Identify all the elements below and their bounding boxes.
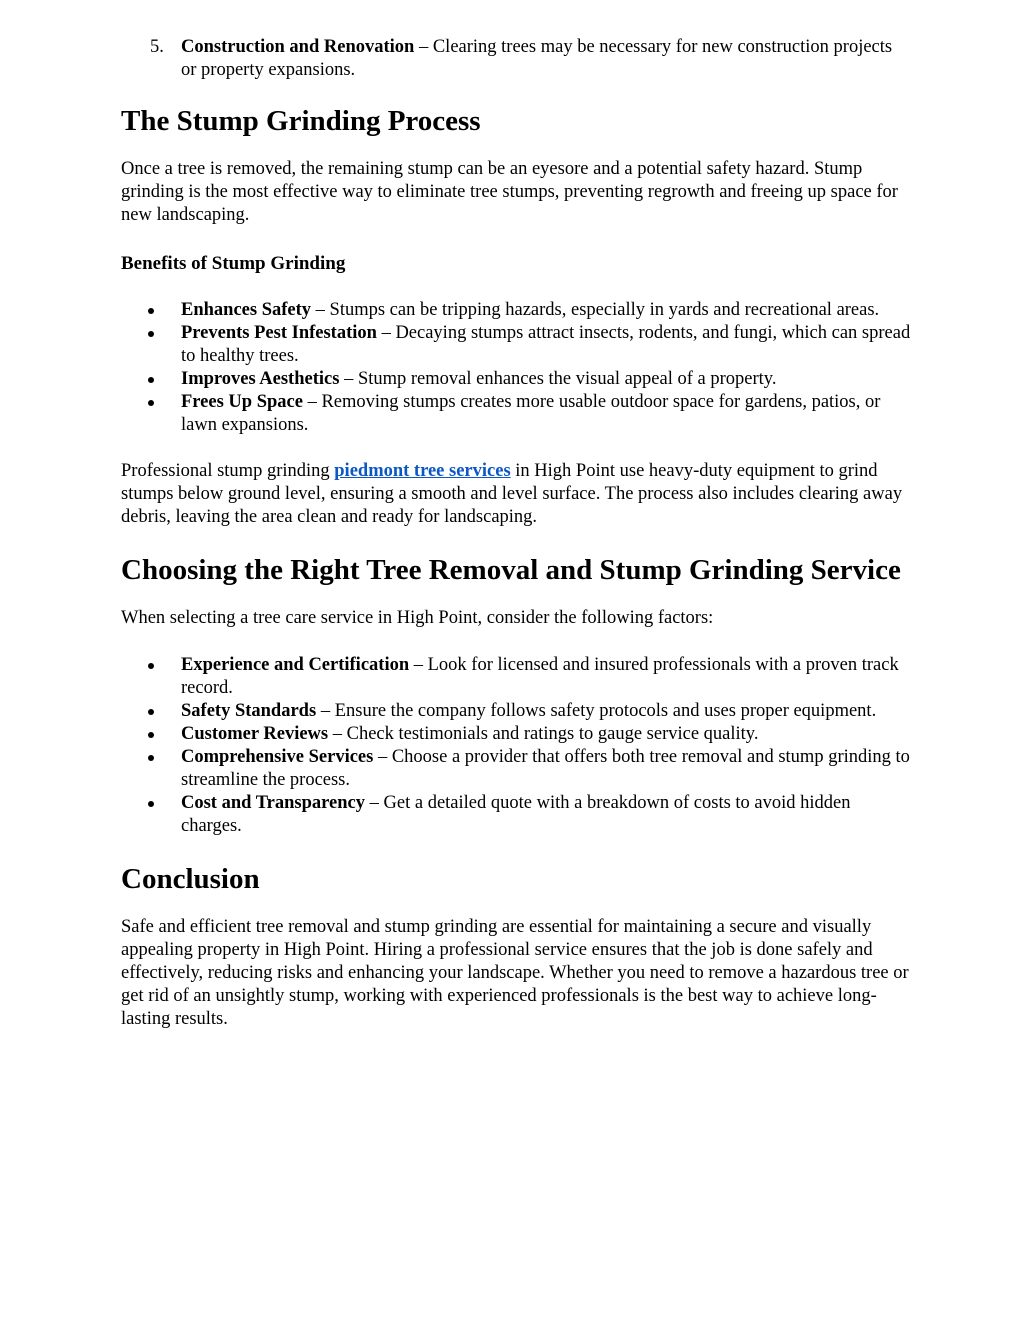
bullet-icon: [148, 331, 154, 337]
list-item-term: Prevents Pest Infestation: [181, 323, 377, 343]
bullet-icon: [148, 663, 154, 669]
list-item-term: Construction and Renovation: [181, 37, 415, 57]
bullet-icon: [148, 308, 154, 314]
piedmont-tree-services-link[interactable]: piedmont tree services: [334, 461, 511, 481]
bullet-icon: [148, 801, 154, 807]
list-item-text: – Clearing trees may be necessary for new construction projects or property expansions.: [181, 37, 893, 80]
bullet-icon: [148, 377, 154, 383]
list-item-term: Experience and Certification: [181, 655, 410, 675]
bullet-list: [121, 654, 911, 838]
list-item: [181, 654, 911, 700]
paragraph: Once a tree is removed, the remaining stump can be an eyesore and a potential safety hazard. Stump grinding is the most effective way to eliminate tree stumps, preventing regrowth and freeing up space for new landscaping.: [121, 159, 898, 225]
list-item-term: Enhances Safety: [181, 300, 312, 320]
paragraph-text: in High Point use heavy-duty equipment to grind stumps below ground level, ensuring a smooth and level surface. The process also includes clearing away debris, leaving the area clean and ready for landscaping.: [121, 461, 903, 527]
bullet-icon: [148, 755, 154, 761]
list-item-term: Safety Standards: [181, 701, 317, 721]
list-item: [181, 299, 911, 322]
numbered-list: [121, 36, 911, 82]
list-item-text: – Ensure the company follows safety protocols and uses proper equipment.: [316, 701, 877, 721]
list-item: [181, 792, 911, 838]
list-number: 5.: [150, 37, 164, 57]
list-item-text: – Stumps can be tripping hazards, especially in yards and recreational areas.: [311, 300, 880, 320]
list-item-text: – Check testimonials and ratings to gauge service quality.: [328, 724, 759, 744]
list-item: [181, 746, 911, 792]
section-heading: Conclusion: [121, 863, 260, 895]
list-item: [150, 36, 911, 82]
bullet-icon: [148, 732, 154, 738]
list-item-term: Comprehensive Services: [181, 747, 374, 767]
list-item: [181, 723, 911, 746]
bullet-list: [121, 299, 911, 437]
list-item-text: – Removing stumps creates more usable outdoor space for gardens, patios, or lawn expansions.: [181, 392, 881, 435]
list-item: [181, 368, 911, 391]
section-heading: The Stump Grinding Process: [121, 105, 481, 137]
bullet-icon: [148, 400, 154, 406]
subheading: Benefits of Stump Grinding: [121, 253, 346, 274]
list-item: [181, 391, 911, 437]
paragraph: [121, 460, 911, 529]
paragraph: When selecting a tree care service in High Point, consider the following factors:: [121, 608, 714, 628]
list-item-text: – Look for licensed and insured professionals with a proven track record.: [181, 655, 899, 698]
document-content: [121, 36, 911, 1031]
list-item: [181, 322, 911, 368]
list-item-text: – Choose a provider that offers both tree removal and stump grinding to streamline the process.: [181, 747, 910, 790]
list-item-text: – Get a detailed quote with a breakdown of costs to avoid hidden charges.: [181, 793, 851, 836]
paragraph-text: Professional stump grinding: [121, 461, 335, 481]
bullet-icon: [148, 709, 154, 715]
paragraph: Safe and efficient tree removal and stump grinding are essential for maintaining a secure and visually appealing property in High Point. Hiring a professional service ensures that the job is done safely and effectively, reducing risks and enhancing your landscape. Whether you need to remove a hazardous tree or get rid of an unsightly stump, working with experienced professionals is the best way to achieve long-lasting results.: [121, 917, 909, 1029]
list-item-text: – Stump removal enhances the visual appeal of a property.: [339, 369, 777, 389]
list-item-term: Improves Aesthetics: [181, 369, 340, 389]
list-item-text: – Decaying stumps attract insects, rodents, and fungi, which can spread to healthy trees.: [181, 323, 911, 366]
list-item-term: Customer Reviews: [181, 724, 329, 744]
section-heading: Choosing the Right Tree Removal and Stump Grinding Service: [121, 554, 901, 586]
list-item: [181, 700, 911, 723]
list-item-term: Cost and Transparency: [181, 793, 366, 813]
list-item-term: Frees Up Space: [181, 392, 303, 412]
